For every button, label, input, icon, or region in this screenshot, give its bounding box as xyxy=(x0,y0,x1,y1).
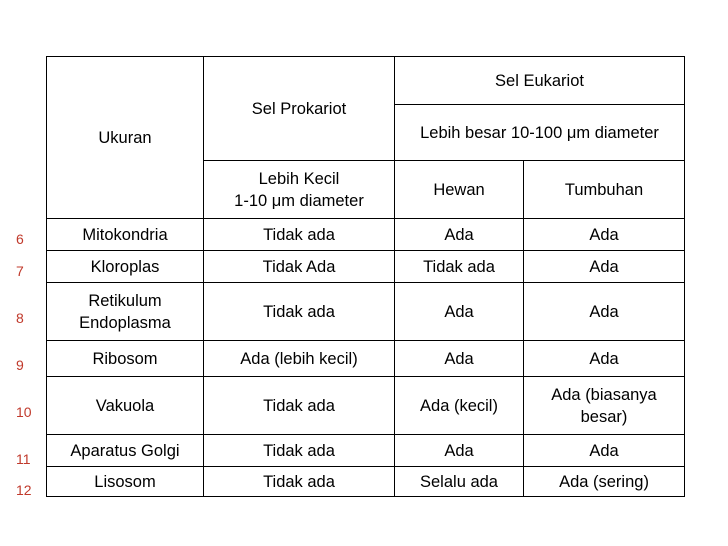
row-number: 12 xyxy=(16,482,32,498)
table-row xyxy=(47,219,685,251)
row-number: 8 xyxy=(16,310,24,326)
prokariot-cell: Tidak Ada xyxy=(204,251,395,283)
header-ukuran: Ukuran xyxy=(47,57,204,219)
header-prokariot-size xyxy=(204,161,395,219)
header-eukariot-size: Lebih besar 10-100 μm diameter xyxy=(395,105,685,161)
prokariot-cell: Tidak ada xyxy=(204,377,395,435)
table-row xyxy=(47,251,685,283)
hewan-cell: Selalu ada xyxy=(395,467,524,497)
organelle-name: Retikulum Endoplasma xyxy=(47,283,204,341)
prokariot-size-line2: 1-10 μm diameter xyxy=(234,191,364,210)
hewan-cell: Ada xyxy=(395,283,524,341)
prokariot-cell: Tidak ada xyxy=(204,435,395,467)
hewan-cell: Ada xyxy=(395,341,524,377)
tumbuhan-cell: Ada xyxy=(524,283,685,341)
prokariot-cell: Ada (lebih kecil) xyxy=(204,341,395,377)
hewan-cell: Tidak ada xyxy=(395,251,524,283)
organelle-name: Aparatus Golgi xyxy=(47,435,204,467)
table-row xyxy=(47,435,685,467)
table-row xyxy=(47,467,685,497)
tumbuhan-cell: Ada (biasanya besar) xyxy=(524,377,685,435)
hewan-cell: Ada (kecil) xyxy=(395,377,524,435)
row-number: 9 xyxy=(16,357,24,373)
tumbuhan-cell: Ada xyxy=(524,219,685,251)
tumbuhan-cell: Ada xyxy=(524,341,685,377)
row-number: 11 xyxy=(16,451,31,467)
organelle-name: Ribosom xyxy=(47,341,204,377)
header-eukariot: Sel Eukariot xyxy=(395,57,685,105)
hewan-cell: Ada xyxy=(395,219,524,251)
prokariot-cell: Tidak ada xyxy=(204,219,395,251)
prokariot-cell: Tidak ada xyxy=(204,467,395,497)
header-prokariot: Sel Prokariot xyxy=(204,57,395,161)
hewan-cell: Ada xyxy=(395,435,524,467)
organelle-name: Mitokondria xyxy=(47,219,204,251)
comparison-table xyxy=(46,56,685,497)
header-hewan: Hewan xyxy=(395,161,524,219)
header-tumbuhan: Tumbuhan xyxy=(524,161,685,219)
table-row xyxy=(47,341,685,377)
organelle-name: Kloroplas xyxy=(47,251,204,283)
table-row xyxy=(47,283,685,341)
tumbuhan-cell: Ada xyxy=(524,435,685,467)
row-number: 7 xyxy=(16,263,24,279)
row-number: 6 xyxy=(16,231,24,247)
tumbuhan-cell: Ada (sering) xyxy=(524,467,685,497)
prokariot-cell: Tidak ada xyxy=(204,283,395,341)
prokariot-size-line1: Lebih Kecil xyxy=(258,169,340,188)
organelle-name: Lisosom xyxy=(47,467,204,497)
organelle-name: Vakuola xyxy=(47,377,204,435)
row-number: 10 xyxy=(16,404,32,420)
tumbuhan-cell: Ada xyxy=(524,251,685,283)
table-row xyxy=(47,377,685,435)
